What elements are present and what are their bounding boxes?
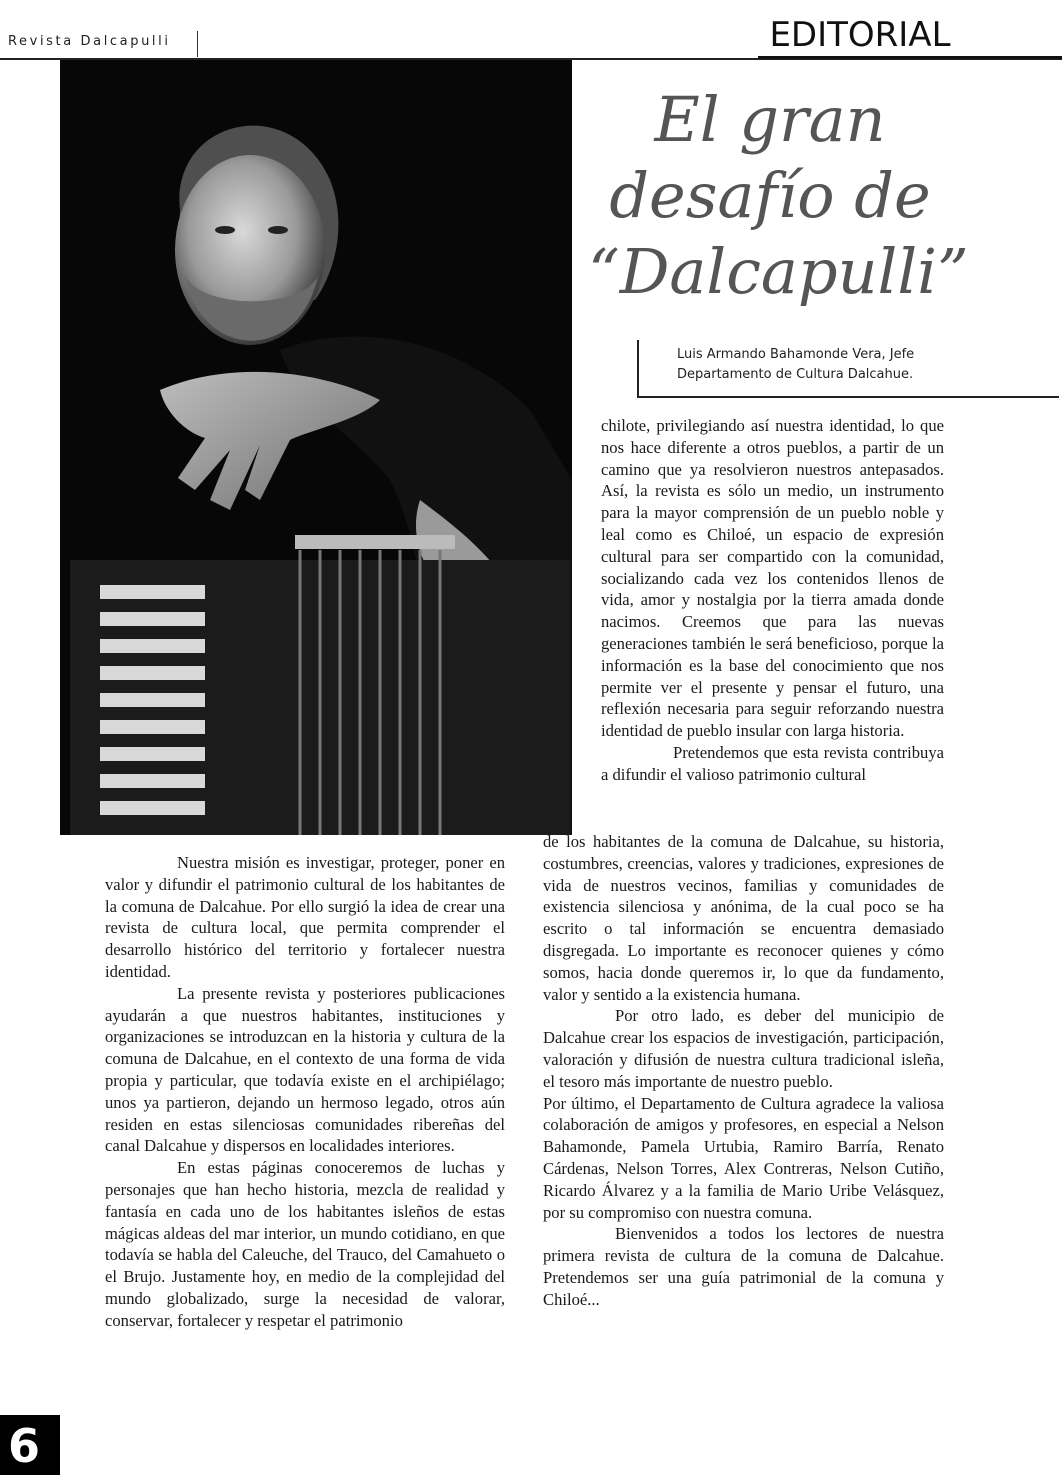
title-line-1: El gran — [654, 83, 886, 156]
byline — [677, 345, 962, 385]
magazine-name: Revista Dalcapulli — [8, 34, 171, 49]
portrait-photo — [60, 60, 572, 835]
section-label: EDITORIAL — [769, 15, 951, 55]
paragraph: chilote, privilegiando así nuestra identidad, lo que nos hace diferente a otros pueblos, a partir de un camino que ya resolvieron nuestros antepasados. Así, la revista es sólo un medio, un instrumento para la mayor comprensión de un pueblo noble y leal como es Chiloé, un espacio de expresión cultural para ser compartido con la comunidad, socializando cada vez los contenidos llenos de vida, amor y nostalgia por la tierra amada donde nacimos. Creemos que para las nuevas generaciones también le será beneficioso, porque la información es la base del conocimiento que nos permite ver el presente y pensar el futuro, una reflexión necesaria para seguir reforzando nuestra identidad de pueblo insular con larga historia. — [601, 416, 944, 741]
article-column-left — [105, 852, 505, 1332]
paragraph: Nuestra misión es investigar, proteger, poner en valor y difundir el patrimonio cultural de los habitantes de la comuna de Dalcahue. Por ello surgió la idea de crear una revista de cultura local, que permita comprender el desarrollo histórico del territorio y fortalecer nuestra identidad. — [105, 853, 505, 981]
paragraph: de los habitantes de la comuna de Dalcahue, su historia, costumbres, creencias, valores y tradiciones, expresiones de vida de nuestros vecinos, familias y comunidades de existencia silenciosa y anónima, de la cual poco se ha escrito o tal información se encuentra demasiado disgregada. Lo importante es reconocer quienes y cómo somos, hacia donde queremos ir, lo que da fundamento, valor y sentido a la existencia humana. — [543, 832, 944, 1004]
article-column-right-top — [601, 415, 944, 786]
paragraph: Bienvenidos a todos los lectores de nuestra primera revista de cultura de la comuna de Dalcahue. Pretendemos ser una guía patrimonial de la comuna y Chiloé... — [543, 1224, 944, 1309]
byline-line-1: Luis Armando Bahamonde Vera, Jefe — [677, 347, 915, 362]
byline-line-2: Departamento de Cultura Dalcahue. — [677, 367, 914, 382]
paragraph: La presente revista y posteriores publicaciones ayudarán a que nuestros habitantes, instituciones y organizaciones se introduzcan en la historia y cultura de la comuna de Dalcahue, en el contexto de una forma de vida propia y particular, que todavía existe en el archipiélago; unos ya partieron, dejando un hermoso legado, otros aún residen en estas silenciosas comunidades ribereñas del canal Dalcahue y dispersos en localidades interiores. — [105, 983, 505, 1156]
paragraph: Pretendemos que esta revista contribuya a difundir el valioso patrimonio cultural — [601, 742, 944, 784]
paragraph: En estas páginas conoceremos de luchas y personajes que han hecho historia, mezcla de realidad y fantasía en cada uno de los habitantes isleños de estas mágicas aldeas del mar interior, un mundo cotidiano, en que todavía se habla del Caleuche, del Trauco, del Camahueto o el Brujo. Justamente hoy, en medio de la complejidad del mundo globalizado, surge la necesidad de valorar, conservar, fortalecer y respetar el patrimonio — [105, 1158, 505, 1330]
header-divider — [197, 31, 198, 57]
article-title — [588, 82, 969, 310]
paragraph: Por otro lado, es deber del municipio de Dalcahue crear los espacios de investigación, participación, valoración y difusión de nuestra cultura tradicional isleña, el tesoro más importante de nuestro pueblo. — [543, 1006, 944, 1091]
paragraph: Por último, el Departamento de Cultura agradece la valiosa colaboración de amigos y profesores, en especial a Nelson Bahamonde, Pamela Urtubia, Ramiro Barría, Renato Cárdenas, Nelson Torres, Alex Contreras, Nelson Cutiño, Ricardo Álvarez y a la familia de Mario Uribe Velásquez, por su compromiso con nuestra comuna. — [543, 1093, 944, 1222]
page-number: 6 — [7, 1419, 40, 1473]
title-line-3: “Dalcapulli” — [588, 235, 969, 308]
title-line-2: desafío de — [609, 159, 931, 232]
article-column-right-bottom — [543, 831, 944, 1311]
section-rule — [758, 56, 1062, 59]
